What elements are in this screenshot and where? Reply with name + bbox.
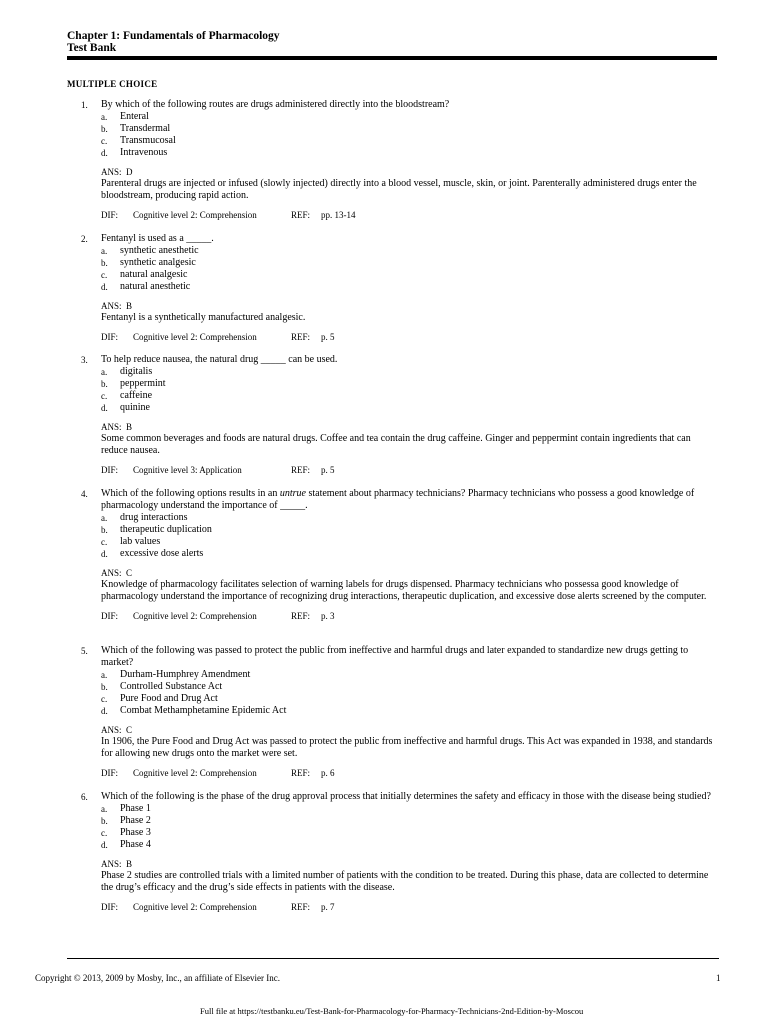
- question-stem: [67, 233, 717, 245]
- option-letter: b.: [101, 525, 108, 535]
- question-text-part: statement about pharmacy technicians? Pharmacy technicians who possess a good knowledge of pharmacology understand the importance of _____.: [101, 488, 695, 511]
- option-item: [67, 378, 717, 390]
- option-list: [67, 669, 717, 717]
- ref-value: p. 7: [321, 902, 335, 912]
- ref-value: p. 3: [321, 611, 335, 621]
- dif-value: Cognitive level 2: Comprehension: [133, 611, 257, 621]
- rationale: Phase 2 studies are controlled trials with a limited number of patients with the condition to be treated. During this phase, data are collected to determine the drug’s efficacy and the drug’s side effects in patients with the disease.: [101, 870, 709, 893]
- option-item: [67, 827, 717, 839]
- option-letter: c.: [101, 828, 108, 838]
- option-list: [67, 512, 717, 560]
- rationale: Some common beverages and foods are natural drugs. Coffee and tea contain the drug caffeine. Ginger and peppermint contain ingredients that can reduce nausea.: [101, 433, 691, 456]
- question-1: [67, 99, 717, 221]
- dif-value: Cognitive level 2: Comprehension: [133, 902, 257, 912]
- option-list: [67, 366, 717, 414]
- question-text: Which of the following is the phase of the drug approval process that initially determines the safety and efficacy in those with the disease being studied?: [101, 791, 711, 802]
- meta-line: [67, 210, 717, 221]
- dif-value: Cognitive level 2: Comprehension: [133, 210, 257, 220]
- option-text: Phase 4: [120, 839, 151, 850]
- copyright-text: Copyright © 2013, 2009 by Mosby, Inc., an affiliate of Elsevier Inc.: [35, 973, 281, 983]
- option-letter: a.: [101, 513, 108, 523]
- option-letter: a.: [101, 367, 108, 377]
- question-number: 2.: [81, 234, 88, 244]
- ref-label: REF:: [291, 768, 311, 778]
- option-text: synthetic analgesic: [120, 257, 196, 268]
- dif-label: DIF:: [101, 465, 119, 475]
- option-text: Enteral: [120, 111, 149, 122]
- rationale: Parenteral drugs are injected or infused (slowly injected) directly into a blood vessel, muscle, skin, or joint. Parenterally administered drugs enter the bloodstream, producing rapid action.: [101, 178, 697, 201]
- option-text: natural anesthetic: [120, 281, 191, 292]
- option-list: [67, 245, 717, 293]
- ref-value: p. 5: [321, 465, 335, 475]
- ref-label: REF:: [291, 465, 311, 475]
- question-text: Fentanyl is used as a _____.: [101, 233, 214, 244]
- option-text: Durham-Humphrey Amendment: [120, 669, 251, 680]
- option-text: Transmucosal: [120, 135, 176, 146]
- option-letter: b.: [101, 682, 108, 692]
- answer-value: C: [126, 725, 133, 735]
- ref-label: REF:: [291, 902, 311, 912]
- option-item: [67, 681, 717, 693]
- option-letter: a.: [101, 112, 108, 122]
- question-text: By which of the following routes are drugs administered directly into the bloodstream?: [101, 99, 450, 110]
- dif-label: DIF:: [101, 902, 119, 912]
- option-item: [67, 147, 717, 159]
- option-letter: b.: [101, 816, 108, 826]
- question-number: 5.: [81, 646, 88, 656]
- question-number: 6.: [81, 792, 88, 802]
- dif-label: DIF:: [101, 768, 119, 778]
- chapter-title: Chapter 1: Fundamentals of Pharmacology: [67, 30, 280, 42]
- question-3: [67, 354, 717, 476]
- answer-value: B: [126, 301, 133, 311]
- option-letter: c.: [101, 391, 108, 401]
- option-text: peppermint: [120, 378, 166, 389]
- question-stem: [67, 791, 717, 803]
- option-item: [67, 815, 717, 827]
- rationale: In 1906, the Pure Food and Drug Act was passed to protect the public from ineffective and harmful drugs. This Act was expanded in 1938, and standards for allowing new drugs onto the market were set.: [101, 736, 713, 759]
- header-subtitle: Test Bank: [67, 42, 117, 54]
- option-item: [67, 135, 717, 147]
- option-text: synthetic anesthetic: [120, 245, 199, 256]
- question-stem: [67, 645, 717, 669]
- ref-value: p. 5: [321, 332, 335, 342]
- answer-line: [67, 301, 717, 312]
- option-item: [67, 705, 717, 717]
- question-text-part: Which of the following options results in an: [101, 488, 280, 499]
- answer-line: [67, 167, 717, 178]
- question-6: [67, 791, 717, 913]
- option-item: [67, 803, 717, 815]
- option-letter: b.: [101, 258, 108, 268]
- option-text: excessive dose alerts: [120, 548, 204, 559]
- option-letter: b.: [101, 379, 108, 389]
- ref-value: pp. 13-14: [321, 210, 356, 220]
- answer-value: D: [126, 167, 133, 177]
- answer-label: ANS:: [101, 568, 122, 578]
- option-text: caffeine: [120, 390, 153, 401]
- option-item: [67, 390, 717, 402]
- option-letter: c.: [101, 136, 108, 146]
- header-rule: [67, 56, 717, 60]
- meta-line: [67, 768, 717, 779]
- dif-value: Cognitive level 3: Application: [133, 465, 242, 475]
- rationale: Fentanyl is a synthetically manufactured analgesic.: [101, 312, 306, 323]
- answer-label: ANS:: [101, 167, 122, 177]
- option-text: therapeutic duplication: [120, 524, 212, 535]
- option-text: natural analgesic: [120, 269, 188, 280]
- option-letter: a.: [101, 804, 108, 814]
- option-letter: d.: [101, 148, 108, 158]
- answer-label: ANS:: [101, 301, 122, 311]
- question-text-emphasis: untrue: [279, 488, 306, 499]
- question-number: 1.: [81, 100, 88, 110]
- option-item: [67, 281, 717, 293]
- meta-line: [67, 465, 717, 476]
- ref-label: REF:: [291, 210, 311, 220]
- option-text: lab values: [120, 536, 161, 547]
- option-text: drug interactions: [120, 512, 188, 523]
- option-item: [67, 366, 717, 378]
- option-item: [67, 693, 717, 705]
- footer-rule: [67, 958, 719, 959]
- option-text: Pure Food and Drug Act: [120, 693, 218, 704]
- option-letter: d.: [101, 282, 108, 292]
- question-stem: [67, 354, 717, 366]
- option-letter: d.: [101, 840, 108, 850]
- ref-label: REF:: [291, 611, 311, 621]
- question-5: [67, 645, 717, 779]
- question-number: 3.: [81, 355, 88, 365]
- option-text: Phase 3: [120, 827, 151, 838]
- answer-line: [67, 725, 717, 736]
- option-text: Controlled Substance Act: [120, 681, 223, 692]
- answer-value: B: [126, 859, 133, 869]
- dif-label: DIF:: [101, 332, 119, 342]
- option-text: digitalis: [120, 366, 153, 377]
- question-2: [67, 233, 717, 343]
- option-item: [67, 123, 717, 135]
- option-list: [67, 803, 717, 851]
- option-text: Transdermal: [120, 123, 171, 134]
- answer-value: C: [126, 568, 133, 578]
- option-letter: a.: [101, 670, 108, 680]
- option-list: [67, 111, 717, 159]
- answer-line: [67, 422, 717, 433]
- dif-value: Cognitive level 2: Comprehension: [133, 768, 257, 778]
- option-letter: c.: [101, 694, 108, 704]
- option-item: [67, 548, 717, 560]
- question-text: Which of the following was passed to protect the public from ineffective and harmful drugs and later expanded to standardize new drugs getting to market?: [101, 645, 689, 668]
- page-header: [67, 30, 717, 60]
- meta-line: [67, 902, 717, 913]
- option-letter: c.: [101, 537, 108, 547]
- option-item: [67, 536, 717, 548]
- question-4: [67, 488, 717, 622]
- answer-label: ANS:: [101, 725, 122, 735]
- option-text: Intravenous: [120, 147, 168, 158]
- answer-line: [67, 568, 717, 579]
- page-number: 1: [716, 973, 721, 983]
- dif-label: DIF:: [101, 611, 119, 621]
- question-stem: [67, 488, 717, 512]
- option-text: Phase 2: [120, 815, 151, 826]
- ref-label: REF:: [291, 332, 311, 342]
- question-text: To help reduce nausea, the natural drug _____ can be used.: [101, 354, 338, 365]
- option-item: [67, 512, 717, 524]
- option-item: [67, 402, 717, 414]
- question-stem: [67, 99, 717, 111]
- option-item: [67, 257, 717, 269]
- section-title: MULTIPLE CHOICE: [67, 79, 158, 89]
- option-text: quinine: [120, 402, 150, 413]
- option-item: [67, 111, 717, 123]
- answer-label: ANS:: [101, 859, 122, 869]
- rationale: Knowledge of pharmacology facilitates selection of warning labels for drugs dispensed. Pharmacy technicians who possessa good knowledge of pharmacology understand the importance of recognizing drug interactions, therapeutic duplication, and excessive dose alerts screened by the computer.: [101, 579, 707, 602]
- dif-value: Cognitive level 2: Comprehension: [133, 332, 257, 342]
- option-text: Combat Methamphetamine Epidemic Act: [120, 705, 287, 716]
- option-letter: c.: [101, 270, 108, 280]
- question-number: 4.: [81, 489, 88, 499]
- option-item: [67, 245, 717, 257]
- answer-line: [67, 859, 717, 870]
- option-item: [67, 524, 717, 536]
- option-letter: d.: [101, 549, 108, 559]
- answer-label: ANS:: [101, 422, 122, 432]
- option-letter: d.: [101, 403, 108, 413]
- question-text: [101, 488, 694, 511]
- meta-line: [67, 611, 717, 622]
- option-text: Phase 1: [120, 803, 151, 814]
- option-letter: d.: [101, 706, 108, 716]
- ref-value: p. 6: [321, 768, 335, 778]
- option-item: [67, 669, 717, 681]
- option-item: [67, 269, 717, 281]
- dif-label: DIF:: [101, 210, 119, 220]
- option-letter: b.: [101, 124, 108, 134]
- full-file-link[interactable]: Full file at https://testbanku.eu/Test-Bank-for-Pharmacology-for-Pharmacy-Technicians-2nd-Edition-by-Moscou: [200, 1006, 584, 1016]
- meta-line: [67, 332, 717, 343]
- option-letter: a.: [101, 246, 108, 256]
- answer-value: B: [126, 422, 133, 432]
- option-item: [67, 839, 717, 851]
